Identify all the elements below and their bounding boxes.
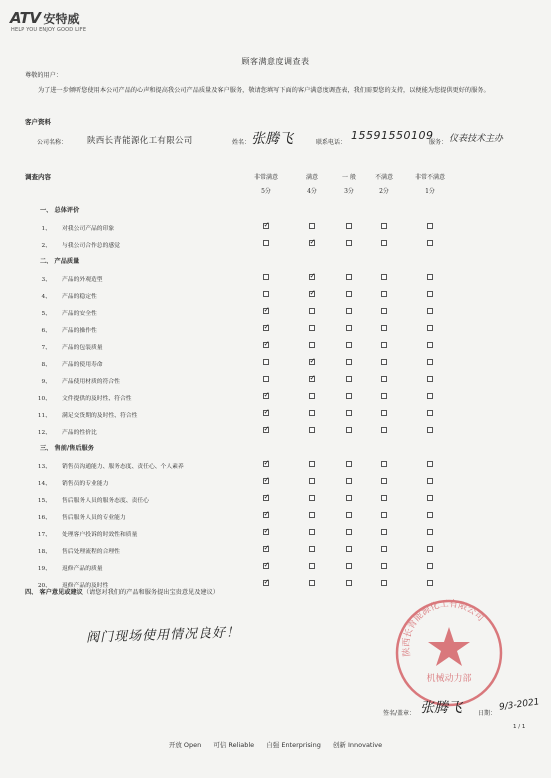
rating-checkbox[interactable]	[346, 410, 352, 416]
rating-checkbox[interactable]	[346, 393, 352, 399]
rating-checkbox[interactable]	[381, 274, 387, 280]
rating-checkbox[interactable]	[309, 461, 315, 467]
rating-checkbox[interactable]	[263, 359, 269, 365]
survey-item-row	[0, 307, 551, 317]
rating-checkbox[interactable]	[381, 427, 387, 433]
survey-item-row	[0, 290, 551, 300]
rating-checkbox-checked[interactable]	[263, 308, 269, 314]
survey-item-number: 12、	[37, 430, 51, 436]
survey-item-row	[0, 324, 551, 334]
advice-title: 四、 客户意见或建议	[25, 589, 83, 596]
survey-item-number: 4、	[41, 294, 51, 300]
survey-item-row	[0, 392, 551, 402]
survey-item-number: 6、	[41, 328, 51, 334]
rating-checkbox[interactable]	[309, 325, 315, 331]
survey-item-text: 产品的操作性	[62, 328, 97, 334]
rating-column-score: 1分	[425, 188, 435, 195]
rating-checkbox[interactable]	[346, 563, 352, 569]
survey-item-text: 满足交货期的及时性、符合性	[62, 413, 138, 419]
name-label: 姓名：	[232, 139, 251, 146]
rating-column-label: 非常不满意	[414, 174, 445, 181]
survey-item-row	[0, 273, 551, 283]
rating-checkbox[interactable]	[381, 359, 387, 365]
greeting: 尊敬的用户：	[25, 72, 63, 79]
survey-item-row	[0, 562, 551, 572]
survey-item-text: 返修产品的及时性	[62, 583, 109, 589]
rating-column-label: 不满意	[374, 174, 393, 181]
survey-section-title: 二、 产品质量	[40, 258, 80, 265]
footer-value: 自强 Enterprising	[266, 741, 321, 749]
rating-checkbox[interactable]	[427, 359, 433, 365]
rating-checkbox[interactable]	[346, 308, 352, 314]
customer-profile-heading: 客户资料	[25, 118, 51, 126]
survey-item-row	[0, 494, 551, 504]
rating-checkbox[interactable]	[309, 563, 315, 569]
rating-column-score: 3分	[344, 188, 354, 195]
rating-checkbox[interactable]	[346, 274, 352, 280]
rating-checkbox-checked[interactable]	[263, 580, 269, 586]
rating-checkbox[interactable]	[346, 478, 352, 484]
rating-checkbox[interactable]	[427, 478, 433, 484]
rating-column-label: 非常满意	[253, 174, 278, 181]
rating-checkbox[interactable]	[427, 563, 433, 569]
rating-checkbox-checked[interactable]	[263, 325, 269, 331]
rating-checkbox[interactable]	[427, 512, 433, 518]
customer-profile	[37, 126, 537, 150]
survey-item-row	[0, 477, 551, 487]
company-seal	[393, 597, 505, 709]
survey-item-text: 销售员沟通能力、服务态度、责任心、个人素养	[62, 464, 184, 470]
rating-checkbox-checked[interactable]	[263, 495, 269, 501]
survey-item-row	[0, 358, 551, 368]
rating-checkbox[interactable]	[427, 393, 433, 399]
rating-checkbox[interactable]	[309, 580, 315, 586]
rating-checkbox[interactable]	[309, 308, 315, 314]
survey-item-row	[0, 528, 551, 538]
date-label: 日期：	[478, 710, 497, 717]
survey-item-number: 20、	[37, 583, 51, 589]
rating-checkbox[interactable]	[346, 546, 352, 552]
rating-checkbox[interactable]	[309, 342, 315, 348]
rating-column-score: 4分	[307, 188, 317, 195]
logo-tagline: HELP YOU ENJOY GOOD LIFE	[11, 27, 87, 33]
survey-item-number: 5、	[41, 311, 51, 317]
footer-values	[0, 740, 551, 749]
rating-checkbox[interactable]	[427, 529, 433, 535]
phone-label: 联系电话：	[316, 139, 347, 146]
rating-checkbox[interactable]	[381, 342, 387, 348]
rating-checkbox[interactable]	[427, 580, 433, 586]
rating-checkbox[interactable]	[381, 495, 387, 501]
rating-checkbox[interactable]	[381, 325, 387, 331]
survey-item-text: 返修产品的质量	[62, 566, 103, 572]
rating-checkbox[interactable]	[346, 342, 352, 348]
survey-item-text: 与我公司合作总的感觉	[62, 243, 120, 249]
survey-section-title: 三、 售前/售后服务	[40, 445, 94, 452]
rating-checkbox[interactable]	[427, 291, 433, 297]
rating-checkbox[interactable]	[381, 461, 387, 467]
survey-item-text: 产品使用材质的符合性	[62, 379, 120, 385]
rating-checkbox[interactable]	[427, 342, 433, 348]
page-number: 1 / 1	[513, 724, 526, 730]
seal-star	[428, 627, 470, 666]
survey-item-row	[0, 409, 551, 419]
survey-item-number: 1、	[41, 226, 51, 232]
logo-name: 安特威	[43, 12, 80, 26]
survey-item-number: 19、	[37, 566, 51, 572]
rating-checkbox[interactable]	[381, 240, 387, 246]
survey-item-number: 15、	[37, 498, 51, 504]
rating-checkbox[interactable]	[263, 376, 269, 382]
advice-section	[25, 587, 219, 596]
rating-checkbox-checked[interactable]	[309, 359, 315, 365]
phone-handwritten: 15591550109	[351, 129, 434, 142]
rating-checkbox[interactable]	[346, 427, 352, 433]
rating-checkbox[interactable]	[427, 427, 433, 433]
survey-item-number: 14、	[37, 481, 51, 487]
rating-checkbox[interactable]	[346, 495, 352, 501]
rating-column-score: 5分	[261, 188, 271, 195]
company-name: 陕西长青能源化工有限公司	[87, 136, 193, 146]
rating-checkbox-checked[interactable]	[309, 291, 315, 297]
advice-note: （请您对我们的产品和服务提出宝贵意见及建议）	[82, 589, 219, 596]
rating-checkbox[interactable]	[346, 223, 352, 229]
rating-checkbox-checked[interactable]	[263, 342, 269, 348]
rating-checkbox-checked[interactable]	[309, 376, 315, 382]
signature-label: 签名/盖章：	[383, 710, 416, 717]
survey-item-number: 2、	[41, 243, 51, 249]
rating-checkbox[interactable]	[346, 461, 352, 467]
rating-checkbox[interactable]	[381, 410, 387, 416]
rating-checkbox[interactable]	[381, 393, 387, 399]
survey-item-text: 文件提供的及时性、符合性	[62, 396, 132, 402]
rating-checkbox[interactable]	[346, 291, 352, 297]
rating-checkbox-checked[interactable]	[263, 546, 269, 552]
survey-item-row	[0, 341, 551, 351]
rating-checkbox-checked[interactable]	[263, 563, 269, 569]
form-title: 顾客满意度调查表	[241, 57, 310, 66]
rating-checkbox[interactable]	[381, 529, 387, 535]
rating-checkbox[interactable]	[427, 495, 433, 501]
survey-item-row	[0, 460, 551, 470]
survey-item-number: 9、	[41, 379, 51, 385]
rating-checkbox[interactable]	[263, 291, 269, 297]
rating-checkbox-checked[interactable]	[263, 223, 269, 229]
survey-item-row	[0, 222, 551, 232]
survey-item-text: 产品的包装质量	[62, 345, 103, 351]
rating-checkbox[interactable]	[346, 580, 352, 586]
rating-checkbox[interactable]	[381, 546, 387, 552]
logo-mark: ATV	[10, 9, 41, 27]
rating-checkbox-checked[interactable]	[263, 410, 269, 416]
rating-checkbox-checked[interactable]	[263, 393, 269, 399]
rating-checkbox[interactable]	[381, 580, 387, 586]
footer-value: 可信 Reliable	[213, 741, 255, 749]
seal-sub: 机械动力部	[426, 674, 472, 684]
rating-checkbox[interactable]	[427, 376, 433, 382]
rating-checkbox[interactable]	[381, 308, 387, 314]
rating-checkbox-checked[interactable]	[309, 274, 315, 280]
signature-handwritten: 张腾飞	[420, 700, 462, 716]
rating-checkbox[interactable]	[427, 223, 433, 229]
survey-section-title: 一、 总体评价	[40, 207, 80, 214]
dept-handwritten: 仪表技术主办	[449, 134, 504, 144]
rating-checkbox[interactable]	[427, 308, 433, 314]
survey-item-text: 售后服务人员的专业能力	[62, 515, 126, 521]
footer-value: 开放 Open	[168, 741, 202, 749]
survey-item-row	[0, 239, 551, 249]
survey-item-row	[0, 545, 551, 555]
survey-item-number: 7、	[41, 345, 51, 351]
rating-checkbox[interactable]	[427, 240, 433, 246]
survey-item-text: 产品的外观造型	[62, 277, 103, 283]
survey-item-text: 对我公司产品的印象	[62, 226, 115, 232]
rating-checkbox[interactable]	[427, 325, 433, 331]
company-label: 公司名称：	[37, 139, 68, 146]
survey-item-number: 8、	[41, 362, 51, 368]
rating-checkbox[interactable]	[427, 410, 433, 416]
rating-checkbox-checked[interactable]	[263, 529, 269, 535]
rating-checkbox[interactable]	[381, 478, 387, 484]
survey-item-number: 16、	[37, 515, 51, 521]
name-handwritten: 张腾飞	[251, 131, 293, 147]
rating-checkbox[interactable]	[309, 478, 315, 484]
handwritten-comment: 阀门现场使用情况良好！	[85, 625, 241, 646]
survey-item-row	[0, 511, 551, 521]
rating-checkbox[interactable]	[381, 291, 387, 297]
survey-item-text: 处理客户投诉的时效性和质量	[62, 532, 138, 538]
rating-checkbox[interactable]	[427, 274, 433, 280]
rating-checkbox[interactable]	[309, 529, 315, 535]
rating-checkbox[interactable]	[381, 223, 387, 229]
rating-checkbox[interactable]	[263, 274, 269, 280]
rating-checkbox[interactable]	[381, 512, 387, 518]
footer-value: 创新 Innovative	[332, 741, 383, 749]
rating-checkbox[interactable]	[346, 240, 352, 246]
rating-checkbox[interactable]	[309, 512, 315, 518]
rating-checkbox-checked[interactable]	[263, 427, 269, 433]
survey-item-text: 产品的稳定性	[62, 294, 97, 300]
survey-item-text: 售后服务人员的服务态度、责任心	[62, 498, 149, 504]
rating-checkbox[interactable]	[346, 359, 352, 365]
survey-item-row	[0, 426, 551, 436]
rating-checkbox[interactable]	[381, 376, 387, 382]
survey-content-label: 调查内容	[25, 173, 51, 181]
rating-checkbox[interactable]	[309, 495, 315, 501]
survey-item-text: 售后处理流程的合理性	[62, 549, 120, 555]
company-logo	[10, 11, 80, 26]
rating-column-score: 2分	[379, 188, 389, 195]
rating-checkbox[interactable]	[381, 563, 387, 569]
rating-checkbox[interactable]	[309, 427, 315, 433]
dept-label: 服务：	[429, 139, 448, 146]
rating-checkbox-checked[interactable]	[263, 478, 269, 484]
rating-checkbox-checked[interactable]	[263, 512, 269, 518]
survey-item-text: 产品的安全性	[62, 311, 97, 317]
rating-checkbox[interactable]	[263, 240, 269, 246]
survey-item-number: 10、	[37, 396, 51, 402]
rating-checkbox[interactable]	[309, 546, 315, 552]
survey-item-text: 产品的性价比	[62, 430, 97, 436]
rating-checkbox[interactable]	[309, 410, 315, 416]
survey-item-number: 17、	[37, 532, 51, 538]
date-handwritten: 9/3-2021	[498, 697, 541, 713]
survey-item-row	[0, 375, 551, 385]
survey-item-number: 18、	[37, 549, 51, 555]
rating-checkbox[interactable]	[346, 529, 352, 535]
rating-checkbox[interactable]	[346, 325, 352, 331]
rating-checkbox[interactable]	[427, 546, 433, 552]
rating-column-label: 满意	[305, 174, 318, 181]
survey-item-text: 销售员的专业能力	[62, 481, 109, 487]
survey-item-number: 11、	[37, 413, 51, 419]
seal-text: 陕西长青能源化工有限公司	[401, 599, 486, 658]
rating-checkbox[interactable]	[309, 223, 315, 229]
rating-checkbox-checked[interactable]	[309, 240, 315, 246]
rating-checkbox[interactable]	[346, 512, 352, 518]
rating-checkbox[interactable]	[346, 376, 352, 382]
rating-checkbox-checked[interactable]	[263, 461, 269, 467]
survey-item-text: 产品的使用寿命	[62, 362, 103, 368]
rating-checkbox[interactable]	[309, 393, 315, 399]
survey-item-number: 3、	[41, 277, 51, 283]
rating-checkbox[interactable]	[427, 461, 433, 467]
rating-column-label: 一 般	[342, 174, 356, 181]
intro-paragraph: 为了进一步倾听您使用本公司产品的心声和提高我公司产品质量及客户服务，敬请您填写下面的客户满意度调查表，我们需要您的支持，以便能为您提供更好的服务。	[38, 87, 490, 94]
survey-item-number: 13、	[37, 464, 51, 470]
